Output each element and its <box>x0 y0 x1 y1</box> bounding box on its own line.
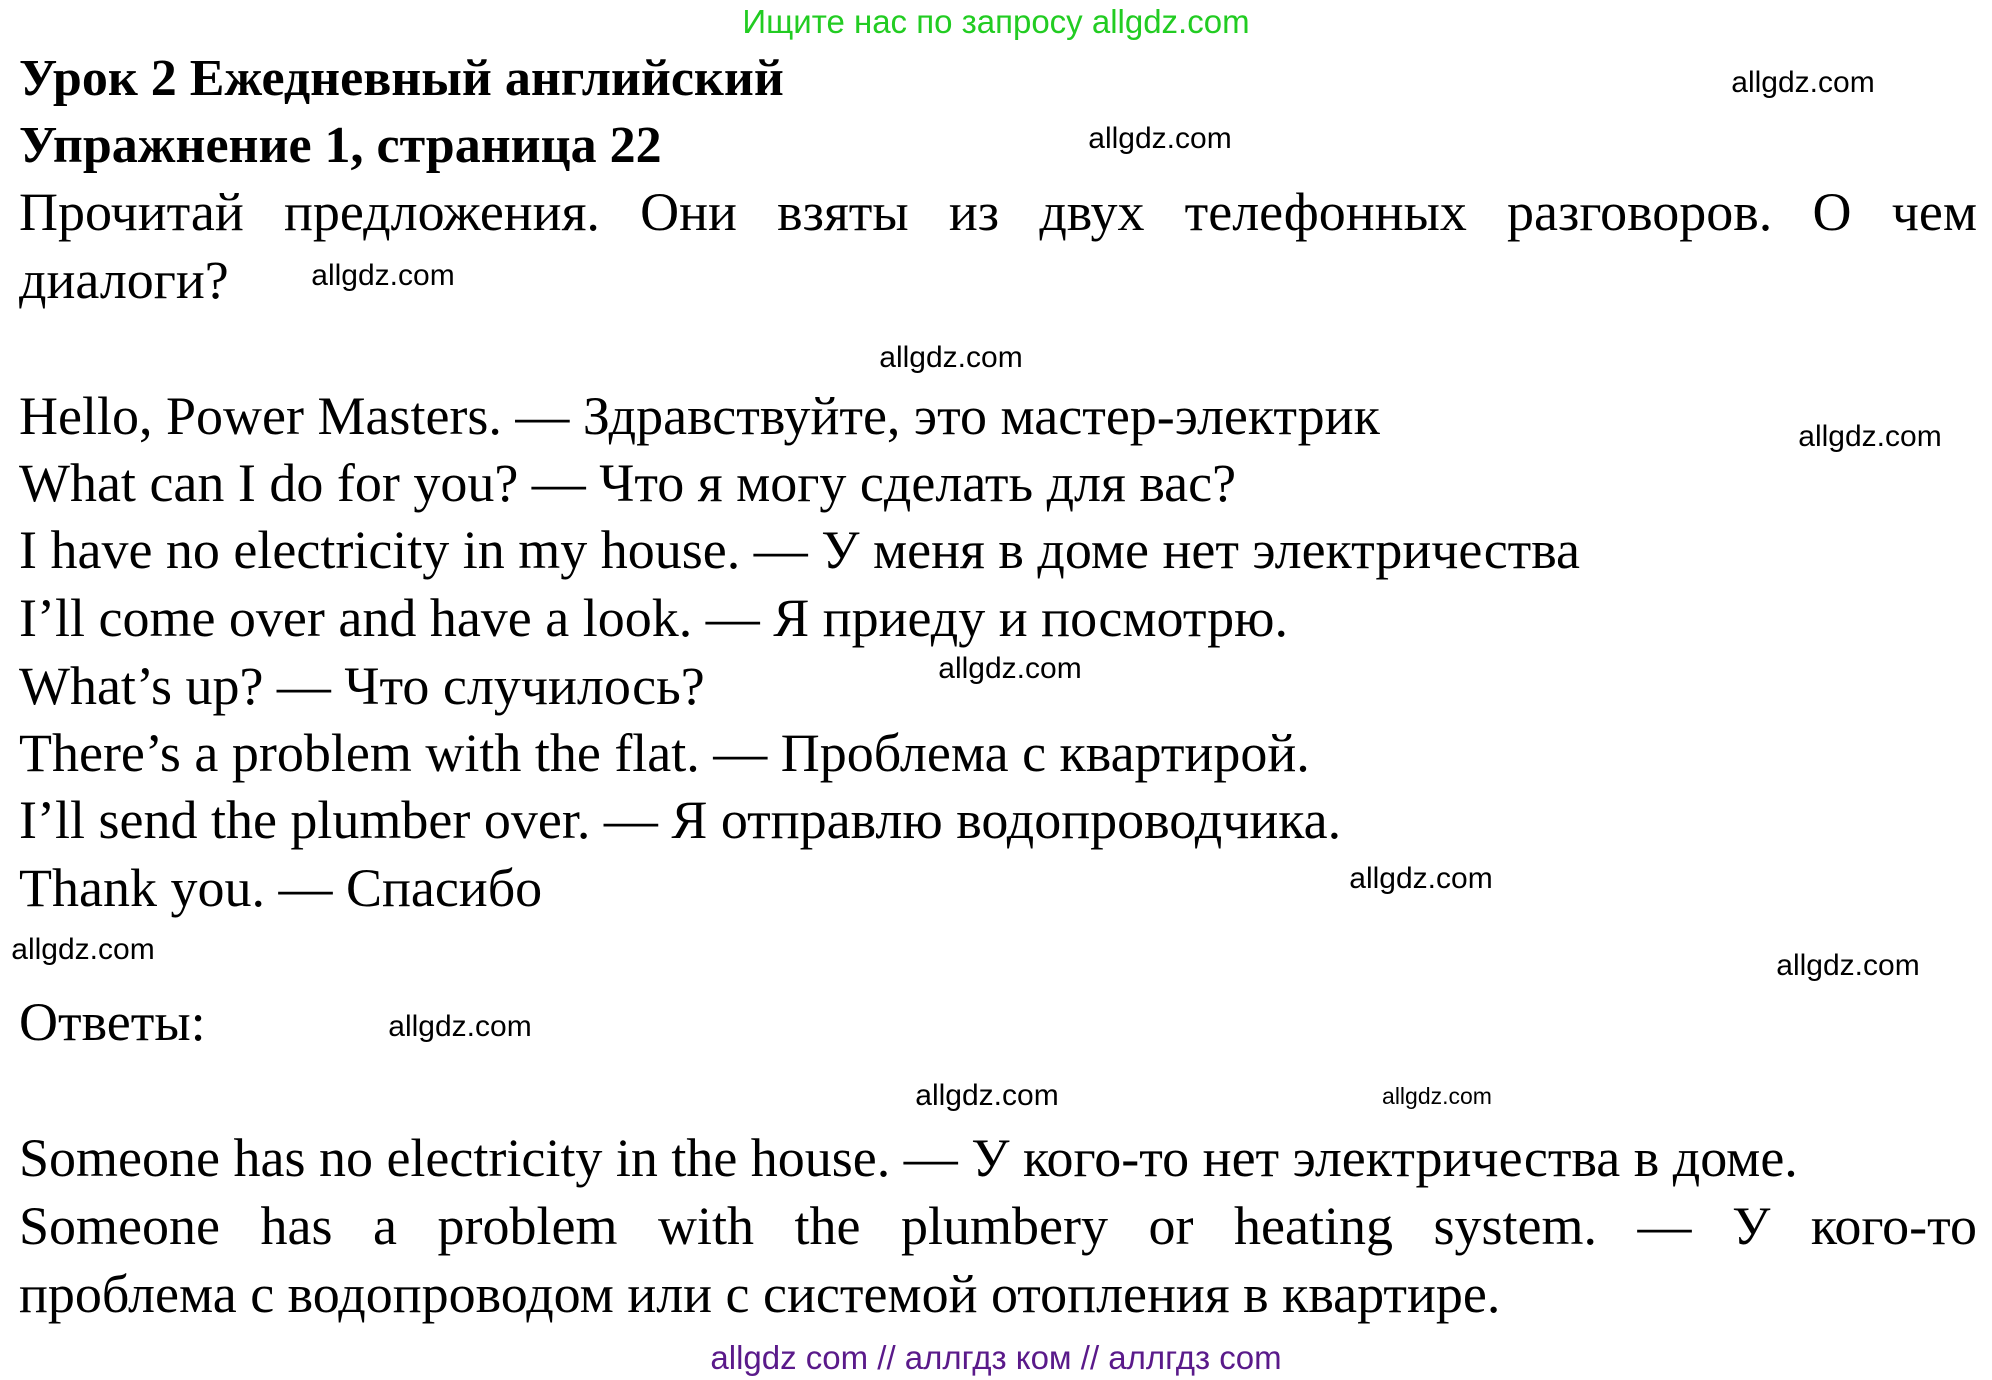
watermark: allgdz.com <box>1731 66 1875 99</box>
watermark: allgdz.com <box>1798 420 1942 453</box>
watermark: allgdz.com <box>1088 122 1232 155</box>
dialogue-line: There’s a problem with the flat. — Проблема с квартирой. <box>19 723 1310 783</box>
dialogue-line: Thank you. — Спасибо <box>19 858 543 918</box>
watermark: allgdz.com <box>11 933 155 966</box>
instruction-line-1: Прочитай предложения. Они взяты из двух телефонных разговоров. О чем <box>19 182 1977 242</box>
answer-line-3: проблема с водопроводом или с системой отопления в квартире. <box>19 1264 1501 1324</box>
answers-label: Ответы: <box>19 992 206 1052</box>
exercise-title: Упражнение 1, страница 22 <box>19 117 662 174</box>
search-banner: Ищите нас по запросу allgdz.com <box>742 3 1250 40</box>
dialogue-line: I’ll come over and have a look. — Я приеду и посмотрю. <box>19 588 1288 648</box>
footer-watermark: allgdz com // аллгдз ком // аллгдз com <box>710 1339 1282 1376</box>
answer-line-2: Someone has a problem with the plumbery or heating system. — У кого-то <box>19 1196 1977 1256</box>
answer-line-1: Someone has no electricity in the house. — У кого-то нет электричества в доме. <box>19 1128 1798 1188</box>
watermark: allgdz.com <box>915 1079 1059 1112</box>
dialogue-line: I have no electricity in my house. — У меня в доме нет электричества <box>19 520 1581 580</box>
watermark: allgdz.com <box>1382 1083 1492 1109</box>
dialogue-line: What’s up? — Что случилось? <box>19 656 705 716</box>
watermark: allgdz.com <box>938 652 1082 685</box>
watermark: allgdz.com <box>311 259 455 292</box>
dialogue-line: I’ll send the plumber over. — Я отправлю водопроводчика. <box>19 790 1342 850</box>
watermark: allgdz.com <box>879 341 1023 374</box>
watermark: allgdz.com <box>1776 949 1920 982</box>
dialogue-line: What can I do for you? — Что я могу сделать для вас? <box>19 453 1237 513</box>
instruction-line-2: диалоги? <box>19 250 229 310</box>
lesson-title: Урок 2 Ежедневный английский <box>19 50 784 107</box>
dialogue-line: Hello, Power Masters. — Здравствуйте, это мастер-электрик <box>19 386 1380 446</box>
watermark: allgdz.com <box>388 1010 532 1043</box>
watermark: allgdz.com <box>1349 862 1493 895</box>
